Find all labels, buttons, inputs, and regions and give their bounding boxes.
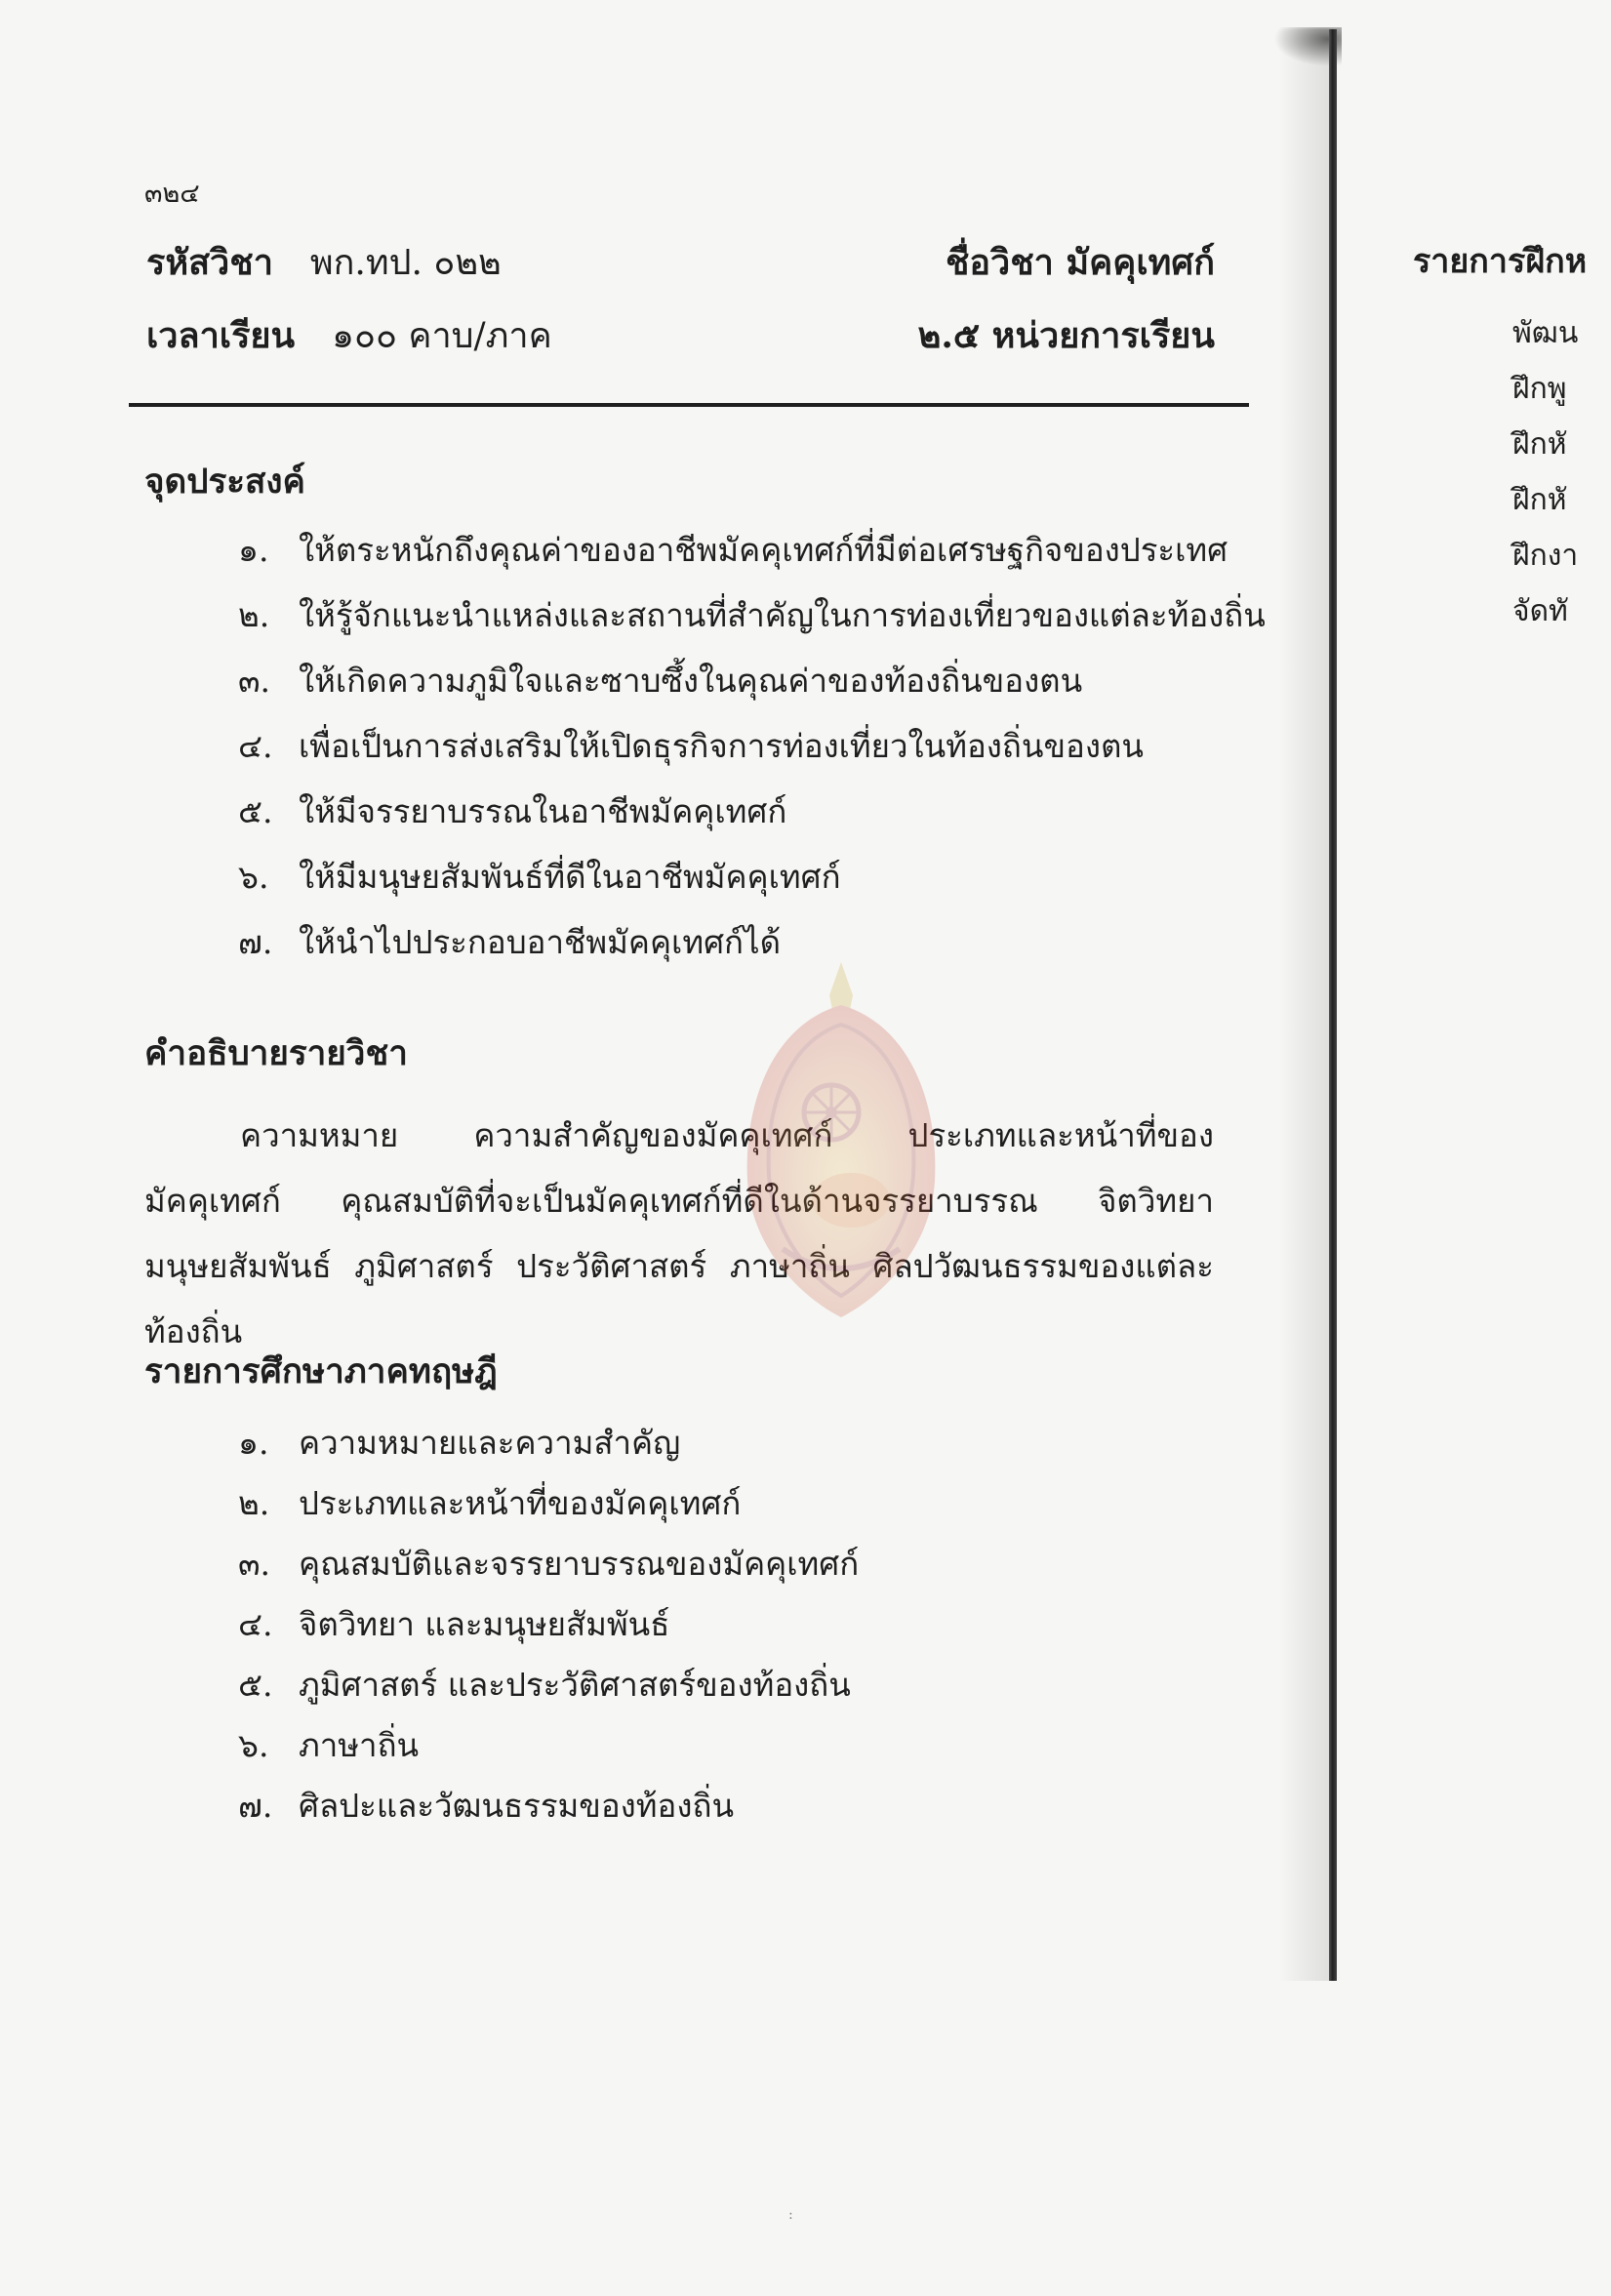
list-item bbox=[238, 589, 1266, 655]
item-number: ๑. bbox=[238, 531, 269, 569]
list-item bbox=[238, 1598, 859, 1659]
list-item bbox=[238, 655, 1266, 720]
study-time-label: เวลาเรียน bbox=[146, 315, 296, 356]
course-name: ชื่อวิชา มัคคุเทศก์ bbox=[945, 242, 1215, 283]
institution-seal-watermark bbox=[734, 956, 948, 1327]
list-item bbox=[238, 1780, 859, 1840]
list-item: ฝึกงา bbox=[1512, 539, 1579, 573]
item-text: ให้นำไปประกอบอาชีพมัคคุเทศก์ได้ bbox=[299, 923, 782, 961]
list-item: ฝึกหั bbox=[1512, 427, 1567, 462]
study-time: ๑๐๐ คาบ/ภาค bbox=[332, 316, 552, 356]
list-item: จัดทั bbox=[1512, 594, 1568, 628]
theory-list bbox=[238, 1417, 859, 1840]
course-code-line bbox=[146, 234, 502, 290]
list-item bbox=[238, 1719, 859, 1780]
item-text: เพื่อเป็นการส่งเสริมให้เปิดธุรกิจการท่องเที่ยวในท้องถิ่นของตน bbox=[299, 727, 1144, 765]
list-item: ฝึกพู bbox=[1512, 372, 1567, 406]
item-number: ๗. bbox=[238, 1787, 273, 1825]
list-item bbox=[238, 1477, 859, 1538]
item-text: ให้มีมนุษยสัมพันธ์ที่ดีในอาชีพมัคคุเทศก์ bbox=[299, 858, 841, 896]
item-number: ๒. bbox=[238, 1484, 270, 1522]
item-number: ๗. bbox=[238, 923, 273, 961]
item-text: จิตวิทยา และมนุษยสัมพันธ์ bbox=[299, 1605, 670, 1643]
item-text: ความหมายและความสำคัญ bbox=[299, 1424, 681, 1462]
page-gutter bbox=[1329, 29, 1337, 1981]
description-text: ความหมาย ความสำคัญของมัคคุเทศก์ ประเภทและหน้าที่ของมัคคุเทศก์ คุณสมบัติที่จะเป็นมัคคุเทศก์ที่ดีในด้านจรรยาบรรณ จิตวิทยา มนุษยสัมพันธ์ ภูมิศาสตร์ ประวัติศาสตร์ ภาษาถิ่น ศิลปวัฒนธรรมของแต่ละท้องถิ่น bbox=[144, 1116, 1214, 1350]
right-page-partial bbox=[1413, 234, 1611, 644]
scan-speck: : bbox=[788, 2207, 793, 2223]
objectives-title: จุดประสงค์ bbox=[144, 462, 305, 502]
item-text: ให้รู้จักแนะนำแหล่งและสถานที่สำคัญในการท่องเที่ยวของแต่ละท้องถิ่น bbox=[299, 596, 1266, 634]
theory-title: รายการศึกษาภาคทฤษฎี bbox=[144, 1351, 498, 1391]
study-time-line bbox=[146, 307, 552, 363]
page-gutter-shadow bbox=[1278, 29, 1333, 1981]
item-number: ๔. bbox=[238, 1605, 273, 1643]
item-number: ๒. bbox=[238, 596, 270, 634]
list-item bbox=[238, 1538, 859, 1598]
item-number: ๖. bbox=[238, 858, 269, 896]
item-text: ประเภทและหน้าที่ของมัคคุเทศก์ bbox=[299, 1484, 742, 1522]
course-code-label: รหัสวิชา bbox=[146, 242, 273, 283]
item-number: ๖. bbox=[238, 1726, 269, 1764]
list-item bbox=[238, 785, 1266, 851]
item-number: ๓. bbox=[238, 1545, 271, 1583]
item-number: ๑. bbox=[238, 1424, 269, 1462]
header-divider bbox=[129, 403, 1249, 407]
item-text: ให้ตระหนักถึงคุณค่าของอาชีพมัคคุเทศก์ที่มีต่อเศรษฐกิจของประเทศ bbox=[299, 531, 1228, 569]
list-item: พัฒน bbox=[1512, 316, 1579, 350]
objectives-list bbox=[238, 524, 1266, 982]
list-item bbox=[238, 720, 1266, 785]
item-number: ๕. bbox=[238, 1666, 273, 1704]
item-text: ให้มีจรรยาบรรณในอาชีพมัคคุเทศก์ bbox=[299, 792, 787, 830]
credits: ๒.๕ หน่วยการเรียน bbox=[917, 315, 1215, 356]
list-item bbox=[238, 1417, 859, 1477]
item-text: ศิลปะและวัฒนธรรมของท้องถิ่น bbox=[299, 1787, 735, 1825]
item-text: คุณสมบัติและจรรยาบรรณของมัคคุเทศก์ bbox=[299, 1545, 860, 1583]
list-item bbox=[238, 851, 1266, 916]
course-code: พก.ทป. ๐๒๒ bbox=[309, 243, 502, 283]
item-number: ๕. bbox=[238, 792, 273, 830]
list-item: ฝึกหั bbox=[1512, 483, 1567, 517]
item-text: ภาษาถิ่น bbox=[299, 1726, 420, 1764]
right-page-list bbox=[1512, 310, 1578, 644]
list-item bbox=[238, 1659, 859, 1719]
item-text: ให้เกิดความภูมิใจและซาบซึ้งในคุณค่าของท้องถิ่นของตน bbox=[299, 662, 1083, 700]
item-text: ภูมิศาสตร์ และประวัติศาสตร์ของท้องถิ่น bbox=[299, 1666, 851, 1704]
page-number: ๓๒๔ bbox=[144, 179, 200, 209]
list-item bbox=[238, 524, 1266, 589]
item-number: ๓. bbox=[238, 662, 271, 700]
right-page-title: รายการฝึกห bbox=[1413, 242, 1588, 281]
item-number: ๔. bbox=[238, 727, 273, 765]
description-title: คำอธิบายรายวิชา bbox=[144, 1033, 408, 1073]
